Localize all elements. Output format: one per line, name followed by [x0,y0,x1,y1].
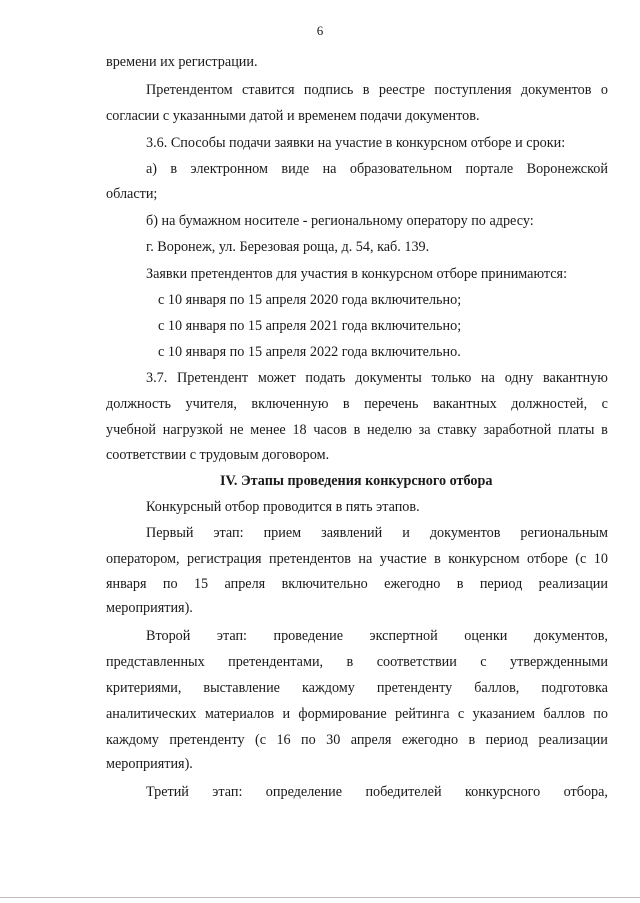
text-line [146,160,608,178]
word: должностей, [511,396,588,412]
word: ставится [242,82,295,98]
word: документов, [533,628,608,644]
page-number: 6 [316,23,324,38]
word: вакантных [432,396,497,412]
text-line: мероприятия). [106,600,193,616]
word: с [457,706,465,722]
word: баллов [543,706,585,722]
text-line: согласии с указанными датой и временем подачи документов. [106,108,480,124]
word: апреля [350,732,392,748]
word: представленных [106,654,205,670]
word: ежегодно [401,732,459,748]
word: с [601,396,608,412]
text-line [106,679,608,697]
word: в [434,551,441,567]
word: включительно [281,576,368,592]
word: (с [575,551,587,567]
text-line [106,575,608,593]
text-line [106,421,608,439]
word: претенденту [376,680,453,696]
word: часов [313,422,347,438]
word: а) [146,161,158,177]
word: подготовка [541,680,608,696]
word: Первый [146,525,194,541]
word: выставление [203,680,280,696]
word: баллов, [474,680,520,696]
word: документов [429,525,501,541]
text-line: мероприятия). [106,756,193,772]
word: Претендентом [146,82,233,98]
word: виде [281,161,310,177]
word: документов [520,82,592,98]
scan-edge-line [0,897,640,898]
word: реализации [538,732,608,748]
word: учителя, [185,396,237,412]
word: этап: [213,525,244,541]
text-line: соответствии с трудовым договором. [106,447,330,463]
word: нагрузкой [162,422,223,438]
word: Воронежской [526,161,608,177]
word: отбора, [563,784,608,800]
word: региональным [520,525,608,541]
word: поступления [434,82,512,98]
word: регистрация [186,551,262,567]
word: 30 [326,732,341,748]
word: проведение [273,628,344,644]
word: Второй [146,628,191,644]
word: в [468,732,476,748]
word: заработной [483,422,552,438]
text-line [106,705,608,723]
word: реализации [538,576,608,592]
word: указанием [472,706,535,722]
word: ежегодно [384,576,441,592]
text-line [146,783,608,801]
word: вакантную [543,370,608,386]
word: одну [504,370,534,386]
word: участие [379,551,427,567]
text-line: с 10 января по 15 апреля 2020 года включительно; [158,292,462,308]
word: в [346,654,354,670]
word: период [485,732,529,748]
word: о [600,82,608,98]
word: 10 [593,551,608,567]
text-line [146,627,608,645]
word: подпись [303,82,354,98]
word: 16 [276,732,291,748]
word: соответствии [376,654,457,670]
word: этап: [216,628,247,644]
word: 15 [193,576,209,592]
word: учебной [106,422,157,438]
word: электронном [190,161,268,177]
text-line: с 10 января по 15 апреля 2022 года включительно. [158,344,461,360]
word: в [342,396,350,412]
word: и [282,706,291,722]
word: заявлений [321,525,383,541]
text-line [106,731,608,749]
word: января [106,576,147,592]
text-line: Заявки претендентов для участия в конкурсном отборе принимаются: [146,266,568,282]
text-line: г. Воронеж, ул. Березовая роща, д. 54, каб. 139. [146,239,430,255]
word: на [481,370,495,386]
word: претендентами, [228,654,324,670]
word: ставку [437,422,477,438]
word: в [362,82,370,98]
word: на [322,161,337,177]
text-line [106,653,608,671]
word: по [593,706,608,722]
text-line [146,81,608,99]
section-heading: IV. Этапы проведения конкурсного отбора [220,473,493,489]
text-line: времени их регистрации. [106,54,258,70]
word: период [479,576,523,592]
word: претенденту [169,732,245,748]
word: оценки [464,628,508,644]
word: реестре [378,82,425,98]
word: утвержденными [510,654,608,670]
word: (с [255,732,267,748]
word: экспертной [369,628,438,644]
text-line: области; [106,186,158,202]
word: менее [250,422,286,438]
word: Третий [146,784,189,800]
word: определение [265,784,343,800]
text-line: Конкурсный отбор проводится в пять этапов. [146,499,420,515]
word: в [170,161,178,177]
word: только [431,370,472,386]
word: конкурсного [464,784,541,800]
word: победителей [365,784,442,800]
text-line: 3.6. Способы подачи заявки на участие в конкурсном отборе и сроки: [146,135,566,151]
word: отборе [527,551,568,567]
word: по [301,732,316,748]
word: в [353,422,361,438]
word: каждому [106,732,159,748]
word: конкурсном [448,551,520,567]
word: платы [558,422,595,438]
word: должность [106,396,172,412]
text-line [106,395,608,413]
word: подать [305,370,346,386]
word: в [456,576,464,592]
word: в [601,422,608,438]
word: претендентов [268,551,351,567]
word: формирование [298,706,387,722]
word: критериями, [106,680,182,696]
word: апреля [224,576,266,592]
word: с [480,654,487,670]
word: оператором, [106,551,180,567]
word: образовательном [349,161,453,177]
text-line [106,550,608,568]
text-line: с 10 января по 15 апреля 2021 года включительно; [158,318,462,334]
word: материалов [204,706,275,722]
word: не [229,422,244,438]
word: каждому [301,680,355,696]
word: неделю [367,422,412,438]
word: рейтинга [395,706,450,722]
word: портале [465,161,514,177]
word: может [257,370,296,386]
text-line: б) на бумажном носителе - региональному оператору по адресу: [146,213,534,229]
word: прием [263,525,302,541]
word: 3.7. [146,370,168,386]
word: и [402,525,410,541]
word: документы [355,370,422,386]
word: включенную [251,396,329,412]
text-line [146,369,608,387]
text-line [146,524,608,542]
word: аналитических [106,706,197,722]
word: по [162,576,178,592]
word: перечень [364,396,419,412]
word: этап: [212,784,243,800]
word: за [418,422,431,438]
word: 18 [292,422,307,438]
word: Претендент [177,370,249,386]
word: на [358,551,373,567]
